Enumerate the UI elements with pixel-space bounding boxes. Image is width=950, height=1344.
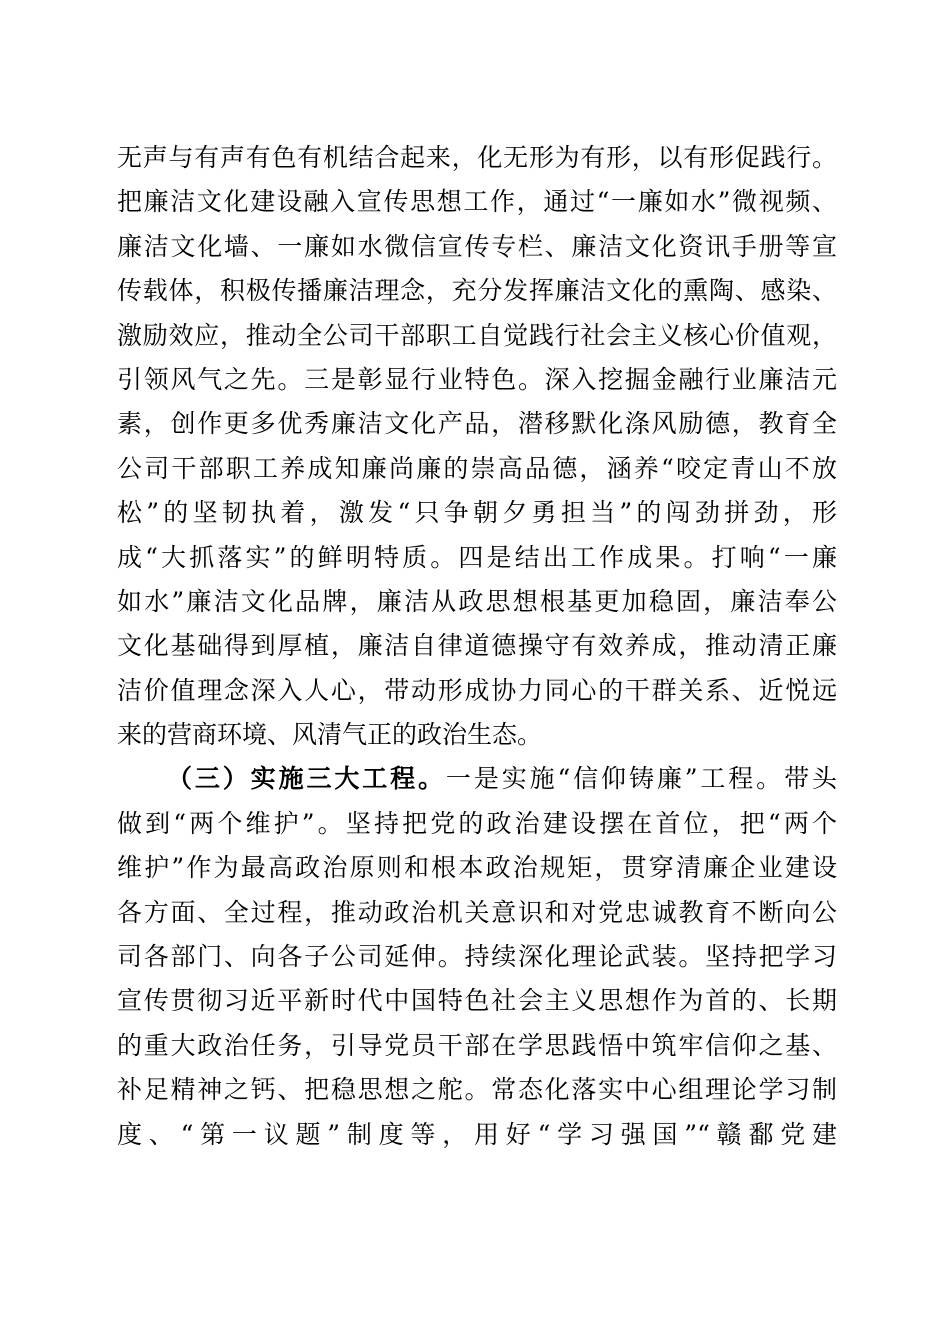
text-line: 如水”廉洁文化品牌，廉洁从政思想根基更加稳固，廉洁奉公 — [117, 586, 837, 616]
text-line: 各方面、全过程，推动政治机关意识和对党忠诚教育不断向公 — [117, 897, 837, 927]
text-line: 度、“第一议题”制度等，用好“学习强国”“赣鄱党建 — [117, 1119, 837, 1149]
text-line: 维护”作为最高政治原则和根本政治规矩，贯穿清廉企业建设 — [117, 853, 837, 883]
text-line: 引领风气之先。三是彰显行业特色。深入挖掘金融行业廉洁元 — [117, 364, 837, 394]
text-line: 激励效应，推动全公司干部职工自觉践行社会主义核心价值观， — [117, 320, 837, 350]
text-line: 司各部门、向各子公司延伸。持续深化理论武装。坚持把学习 — [117, 942, 837, 972]
text-line: 的重大政治任务，引导党员干部在学思践悟中筑牢信仰之基、 — [117, 1030, 837, 1060]
paragraph-1 — [117, 136, 837, 757]
text-line: 来的营商环境、风清气正的政治生态。 — [117, 720, 543, 750]
section-heading: （三）实施三大工程。 — [167, 764, 446, 794]
text-line: 洁价值理念深入人心，带动形成协力同心的干群关系、近悦远 — [117, 675, 837, 705]
text-line — [117, 757, 837, 801]
text-line: 松”的坚韧执着，激发“只争朝夕勇担当”的闯劲拼劲，形 — [117, 498, 837, 528]
paragraph-2 — [117, 757, 837, 1157]
text-line: 无声与有声有色有机结合起来，化无形为有形，以有形促践行。 — [117, 143, 837, 172]
text-line: 做到“两个维护”。坚持把党的政治建设摆在首位，把“两个 — [117, 808, 837, 838]
section-heading-rest: 一是实施“信仰铸廉”工程。带头 — [445, 764, 837, 794]
text-line: 把廉洁文化建设融入宣传思想工作，通过“一廉如水”微视频、 — [117, 187, 837, 217]
text-line: 廉洁文化墙、一廉如水微信宣传专栏、廉洁文化资讯手册等宣 — [117, 231, 837, 261]
text-line: 补足精神之钙、把稳思想之舵。常态化落实中心组理论学习制 — [117, 1075, 837, 1105]
document-body — [117, 136, 837, 1157]
text-line: 宣传贯彻习近平新时代中国特色社会主义思想作为首的、长期 — [117, 986, 837, 1016]
text-line: 传载体，积极传播廉洁理念，充分发挥廉洁文化的熏陶、感染、 — [117, 276, 837, 306]
text-line: 公司干部职工养成知廉尚廉的崇高品德，涵养“咬定青山不放 — [117, 453, 837, 483]
text-line: 素，创作更多优秀廉洁文化产品，潜移默化涤风励德，教育全 — [117, 409, 837, 439]
text-line: 成“大抓落实”的鲜明特质。四是结出工作成果。打响“一廉 — [117, 542, 837, 572]
text-line: 文化基础得到厚植，廉洁自律道德操守有效养成，推动清正廉 — [117, 631, 837, 661]
